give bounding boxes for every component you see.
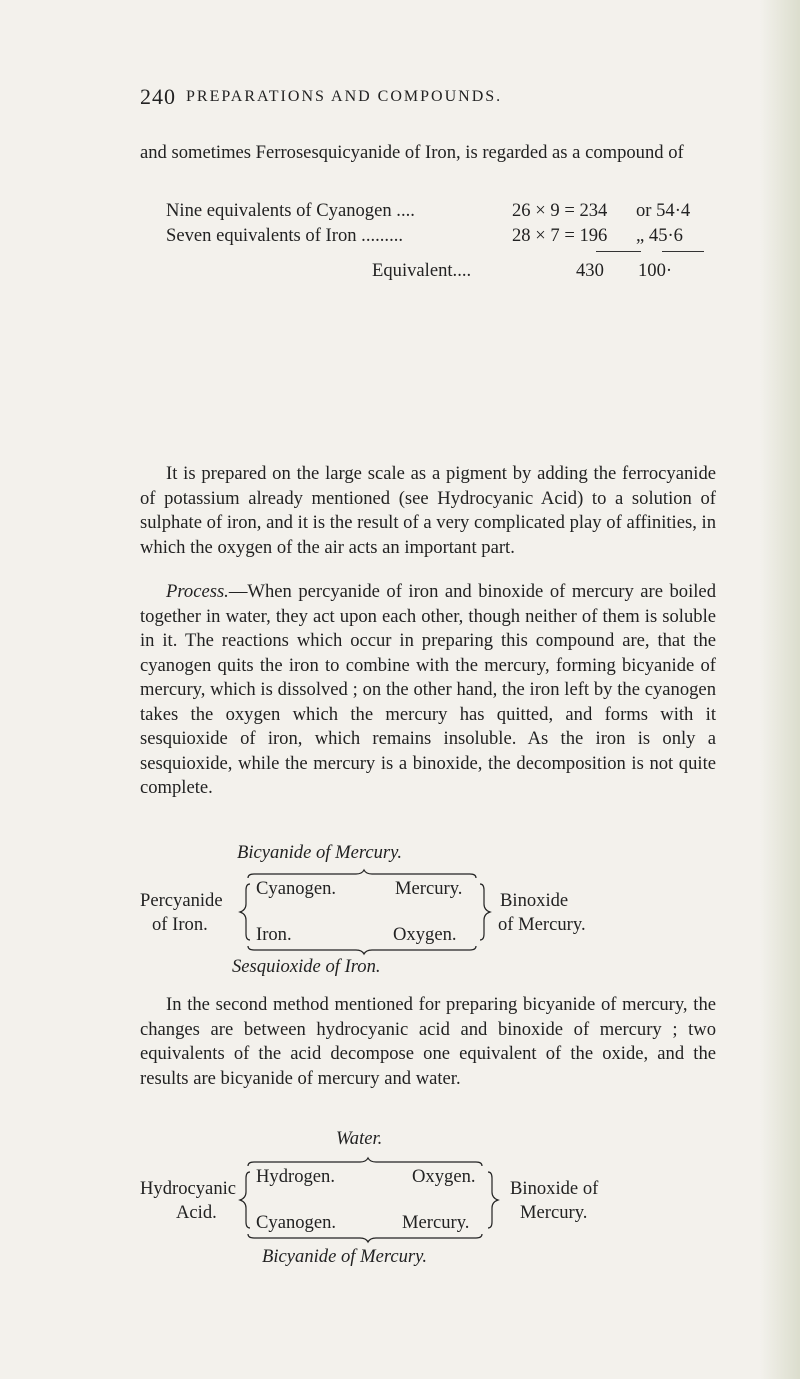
equivalents-row-calc: 28 × 7 = 196: [512, 225, 608, 246]
diagram-right-label: Binoxide of: [510, 1178, 599, 1199]
diagram-left-label: Hydrocyanic: [140, 1178, 237, 1199]
sum-rule: [596, 251, 641, 252]
equivalents-row: [140, 198, 716, 223]
process-paragraph: [140, 580, 716, 801]
diagram-right-label: Mercury.: [520, 1202, 588, 1223]
diagram-top-label: Bicyanide of Mercury.: [237, 842, 403, 863]
reaction-braces: [140, 1128, 740, 1278]
diagram-top-label: Water.: [336, 1128, 383, 1149]
diagram-bottom-label: Sesquioxide of Iron.: [232, 956, 381, 977]
diagram-left-label: Percyanide: [140, 890, 223, 911]
running-title: PREPARATIONS AND COMPOUNDS.: [186, 88, 503, 105]
equivalents-total: [140, 258, 716, 283]
diagram-left-label: of Iron.: [152, 914, 208, 935]
equivalents-row-label: Seven equivalents of Iron .........: [166, 225, 404, 246]
diagram-top-left: Cyanogen.: [256, 878, 337, 899]
reaction-diagram-2: [140, 1128, 740, 1278]
diagram-bottom-right: Mercury.: [402, 1212, 470, 1233]
diagram-top-right: Oxygen.: [412, 1166, 476, 1187]
intro-paragraph: and sometimes Ferrosesquicyanide of Iron, is regarded as a compound of: [140, 142, 684, 163]
equivalents-row-percent: or 54·4: [636, 200, 691, 221]
process-label: Process.: [166, 581, 229, 602]
page-header: [140, 84, 700, 114]
process-text: —When percyanide of iron and binoxide of mercury are boiled together in water, they act upon each other, though neither of them is soluble in it. The reactions which occur in preparing this compound are, that the cyanogen quits the iron to combine with the mercury, forming bicyanide of mercury, which is dissolved ; on the other hand, the iron left by the cyanogen takes the oxygen which the mercury has quitted, and forms with it sesquioxide of iron, which remains insoluble. As the iron is only a sesquioxide, while the mercury is a binoxide, the decomposition is not quite complete.: [140, 581, 716, 798]
diagram-right-label: Binoxide: [500, 890, 569, 911]
equivalents-total-label: Equivalent....: [372, 260, 472, 281]
reaction-diagram-1: [140, 842, 740, 982]
diagram-left-label: Acid.: [176, 1202, 217, 1223]
second-method-paragraph: In the second method mentioned for preparing bicyanide of mercury, the changes are between hydrocyanic acid and binoxide of mercury ; two equivalents of the acid decompose one equivalent of the oxide, and the results are bicyanide of mercury and water.: [140, 994, 716, 1089]
page-number: 240: [140, 84, 176, 109]
diagram-right-label: of Mercury.: [498, 914, 586, 935]
diagram-top-left: Hydrogen.: [256, 1166, 336, 1187]
reaction-braces: [140, 842, 740, 982]
diagram-bottom-right: Oxygen.: [393, 924, 457, 945]
diagram-top-right: Mercury.: [395, 878, 463, 899]
pigment-paragraph: It is prepared on the large scale as a pigment by adding the ferrocyanide of potassium already mentioned (see Hydrocyanic Acid) to a solution of sulphate of iron, and it is the result of a very complicated play of affinities, in which the oxygen of the air acts an important part.: [140, 463, 716, 558]
equivalents-row-calc: 26 × 9 = 234: [512, 200, 608, 221]
equivalents-table: [140, 198, 716, 281]
equivalents-total-value: 430: [576, 260, 604, 281]
equivalents-row-label: Nine equivalents of Cyanogen ....: [166, 200, 415, 221]
diagram-bottom-label: Bicyanide of Mercury.: [262, 1246, 428, 1267]
equivalents-row: [140, 223, 716, 248]
sum-rule: [662, 251, 704, 252]
diagram-bottom-left: Iron.: [256, 924, 292, 945]
equivalents-row-percent: „ 45·6: [636, 225, 683, 246]
equivalents-total-percent: 100·: [638, 260, 673, 281]
diagram-bottom-left: Cyanogen.: [256, 1212, 337, 1233]
